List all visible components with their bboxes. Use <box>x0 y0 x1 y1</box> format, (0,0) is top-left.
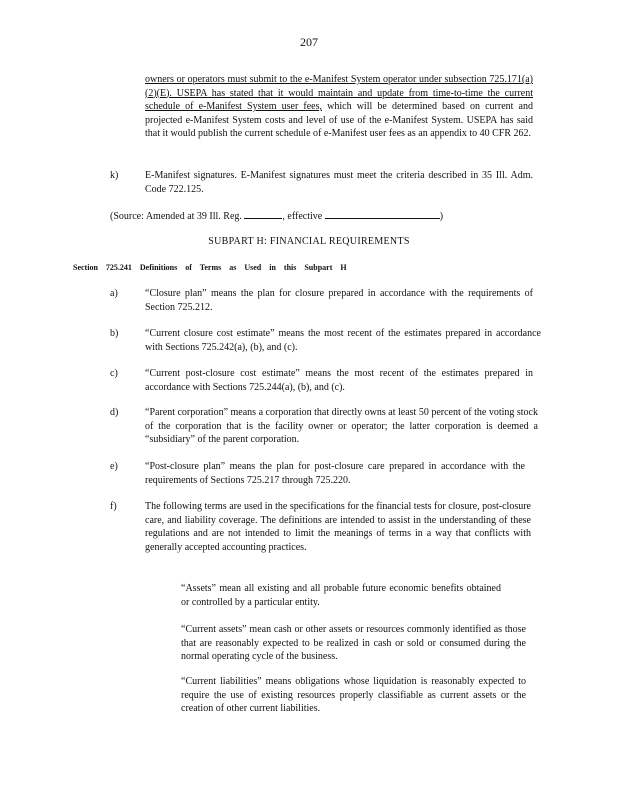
reg-blank <box>244 209 282 219</box>
effective-blank <box>325 209 440 219</box>
definition-marker: c) <box>110 368 118 379</box>
definition-text: “Current post-closure cost estimate” means the most recent of the estimates prepared in accordance with Sections 725.244(a), (b), and (c). <box>145 368 533 393</box>
item-k-marker: k) <box>110 170 119 181</box>
subdefinition-text: “Current assets” mean cash or other assets or resources commonly identified as those that are reasonably expected to be realized in cash or sold or consumed during the normal operating cycle of the business. <box>181 624 526 662</box>
definition-marker: d) <box>110 407 119 418</box>
page-number: 207 <box>300 35 318 49</box>
source-note <box>110 209 443 222</box>
source-close: ) <box>439 211 444 222</box>
definition-text: The following terms are used in the specifications for the financial tests for closure, post-closure care, and liability coverage. The definitions are intended to assist in the understanding of these regulations and are not intended to limit the meanings of terms in a way that conflicts with generally accepted accounting practices. <box>145 501 531 553</box>
subpart-heading: SUBPART H: FINANCIAL REQUIREMENTS <box>208 236 410 247</box>
item-k-text: E-Manifest signatures. E-Manifest signatures must meet the criteria described in 35 Ill. Adm. Code 722.125. <box>145 170 533 195</box>
definition-marker: e) <box>110 461 118 472</box>
source-prefix: (Source: Amended at 39 Ill. Reg. <box>110 211 242 222</box>
definition-marker: b) <box>110 328 119 339</box>
subdefinition-text: “Assets” mean all existing and all probable future economic benefits obtained or controlled by a particular entity. <box>181 583 501 608</box>
definition-text: “Closure plan” means the plan for closure prepared in accordance with the requirements of Section 725.212. <box>145 288 533 313</box>
definition-text: “Post-closure plan” means the plan for post-closure care prepared in accordance with the requirements of Sections 725.217 through 725.220. <box>145 461 525 486</box>
definition-marker: f) <box>110 501 117 512</box>
section-heading: Section 725.241 Definitions of Terms as Used in this Subpart H <box>73 263 347 272</box>
definition-marker: a) <box>110 288 118 299</box>
source-effective: , effective <box>282 211 323 222</box>
definition-text: “Current closure cost estimate” means the most recent of the estimates prepared in accordance with Sections 725.242(a), (b), and (c). <box>145 328 541 353</box>
amended-text: owners or operators must submit to the e-Manifest System operator under subsection 725.171(a)(2)(E). USEPA has stated that it would maintain and update from time-to-time the current schedule of e-Manifest System user fees, <box>145 74 533 112</box>
subdefinition-text: “Current liabilities” means obligations whose liquidation is reasonably expected to require the use of existing resources properly classifiable as current assets or the creation of other current liabilities. <box>181 676 526 714</box>
definition-text: “Parent corporation” means a corporation that directly owns at least 50 percent of the voting stock of the corporation that is the facility owner or operator; the latter corporation is deemed a “subsidiary” of the parent corporation. <box>145 407 538 445</box>
continuation-text: which will be determined based on current and projected e-Manifest System costs and level of use of the e-Manifest System. USEPA has said that it would publish the current schedule of e-Manifest user fees as an appendix to 40 CFR 262. <box>145 101 533 139</box>
continuation-paragraph <box>145 73 533 141</box>
